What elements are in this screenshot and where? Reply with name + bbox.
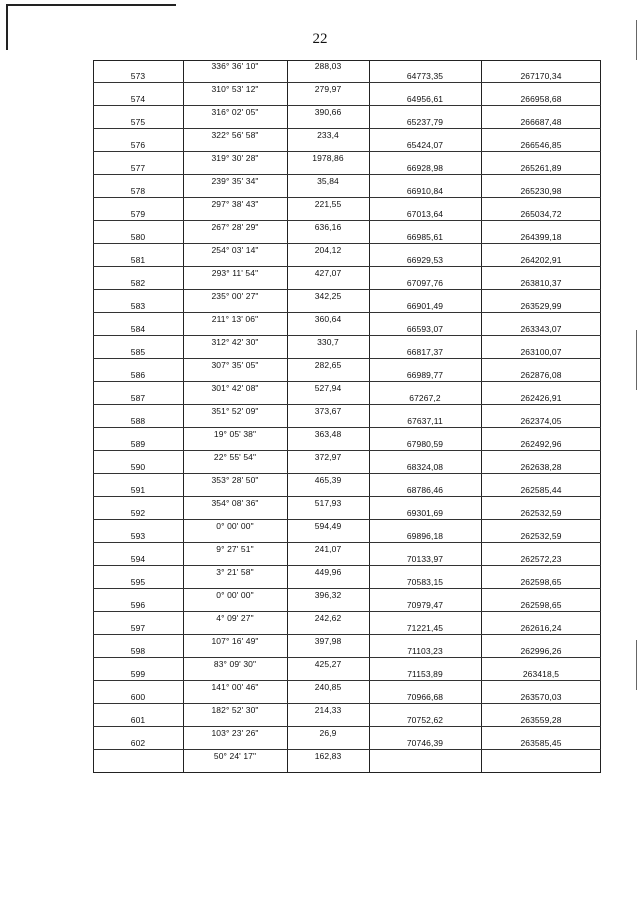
table-row [93,497,601,520]
distance-cell: 35,84 [317,176,339,186]
x-coordinate-cell: 66989,77 [406,370,444,380]
angle-cell: 351° 52' 09" [211,406,259,416]
distance-cell: 330,7 [317,337,339,347]
x-coordinate-cell: 65424,07 [406,140,444,150]
point-number-cell: 586 [130,370,146,380]
x-coordinate-cell: 67267,2 [409,393,441,403]
distance-cell: 396,32 [314,590,342,600]
distance-cell: 373,67 [314,406,342,416]
point-number-cell: 582 [130,278,146,288]
x-coordinate-cell: 66928,98 [406,163,444,173]
x-coordinate-cell: 64773,35 [406,71,444,81]
y-coordinate-cell: 265034,72 [520,209,562,219]
y-coordinate-cell: 263529,99 [520,301,562,311]
x-coordinate-cell: 70979,47 [406,600,444,610]
angle-cell: 22° 55' 54" [213,452,257,462]
angle-cell: 297° 38' 43" [211,199,259,209]
point-number-cell: 598 [130,646,146,656]
distance-cell: 425,27 [314,659,342,669]
x-coordinate-cell: 65237,79 [406,117,444,127]
point-number-cell: 601 [130,715,146,725]
angle-cell: 310° 53' 12" [211,84,259,94]
distance-cell: 594,49 [314,521,342,531]
distance-cell: 279,97 [314,84,342,94]
point-number-cell: 587 [130,393,146,403]
table-row [93,382,601,405]
distance-cell: 397,98 [314,636,342,646]
table-row [93,543,601,566]
table-row [93,336,601,359]
y-coordinate-cell: 265261,89 [520,163,562,173]
table-row [93,405,601,428]
point-number-cell: 590 [130,462,146,472]
table-row [93,727,601,750]
distance-cell: 1978,86 [312,153,344,163]
y-coordinate-cell: 262374,05 [520,416,562,426]
table-row [93,175,601,198]
angle-cell: 182° 52' 30" [211,705,259,715]
point-number-cell: 574 [130,94,146,104]
table-row [93,589,601,612]
distance-cell: 241,07 [314,544,342,554]
angle-cell: 312° 42' 30" [211,337,259,347]
x-coordinate-cell: 66817,37 [406,347,444,357]
y-coordinate-cell: 266687,48 [520,117,562,127]
page-number: 22 [312,31,328,47]
angle-cell: 4° 09' 27" [216,613,254,623]
y-coordinate-cell: 262598,65 [520,577,562,587]
x-coordinate-cell: 70752,62 [406,715,444,725]
y-coordinate-cell: 262638,28 [520,462,562,472]
y-coordinate-cell: 262492,96 [520,439,562,449]
distance-cell: 449,96 [314,567,342,577]
point-number-cell: 576 [130,140,146,150]
x-coordinate-cell: 71221,45 [406,623,444,633]
table-row [93,359,601,382]
distance-cell: 517,93 [314,498,342,508]
point-number-cell: 599 [130,669,146,679]
point-number-cell: 597 [130,623,146,633]
x-coordinate-cell: 64956,61 [406,94,444,104]
table-row [93,290,601,313]
distance-cell: 282,65 [314,360,342,370]
distance-cell: 363,48 [314,429,342,439]
y-coordinate-cell: 262572,23 [520,554,562,564]
point-number-cell: 583 [130,301,146,311]
table-row [93,244,601,267]
y-coordinate-cell: 265230,98 [520,186,562,196]
y-coordinate-cell: 263418,5 [522,669,560,679]
x-coordinate-cell: 66929,53 [406,255,444,265]
point-number-cell: 591 [130,485,146,495]
table-row [93,474,601,497]
distance-cell: 204,12 [314,245,342,255]
point-number-cell: 580 [130,232,146,242]
y-coordinate-cell: 263559,28 [520,715,562,725]
distance-cell: 288,03 [314,61,342,71]
table-row [93,313,601,336]
angle-cell: 353° 28' 50" [211,475,259,485]
y-coordinate-cell: 267170,34 [520,71,562,81]
angle-cell: 307° 35' 05" [211,360,259,370]
y-coordinate-cell: 262876,08 [520,370,562,380]
point-number-cell: 593 [130,531,146,541]
table-row [93,566,601,589]
x-coordinate-cell: 68324,08 [406,462,444,472]
angle-cell: 9° 27' 51" [216,544,254,554]
y-coordinate-cell: 266958,68 [520,94,562,104]
angle-cell: 267° 28' 29" [211,222,259,232]
coordinates-table [93,60,601,772]
point-number-cell: 573 [130,71,146,81]
table-row [93,83,601,106]
angle-cell: 316° 02' 05" [211,107,259,117]
y-coordinate-cell: 263570,03 [520,692,562,702]
angle-cell: 0° 00' 00" [216,521,254,531]
distance-cell: 240,85 [314,682,342,692]
point-number-cell: 589 [130,439,146,449]
scan-edge-mark [636,640,637,690]
x-coordinate-cell: 71153,89 [407,669,443,679]
angle-cell: 0° 00' 00" [216,590,254,600]
y-coordinate-cell: 264399,18 [520,232,562,242]
y-coordinate-cell: 262426,91 [520,393,562,403]
y-coordinate-cell: 262598,65 [520,600,562,610]
y-coordinate-cell: 263810,37 [520,278,562,288]
point-number-cell: 577 [130,163,146,173]
x-coordinate-cell: 66901,49 [406,301,444,311]
y-coordinate-cell: 262996,26 [520,646,562,656]
angle-cell: 354° 08' 36" [211,498,259,508]
y-coordinate-cell: 262585,44 [520,485,562,495]
distance-cell: 465,39 [314,475,342,485]
angle-cell: 107° 16' 49" [211,636,259,646]
table-row [93,198,601,221]
angle-cell: 336° 36' 10" [211,61,259,71]
angle-cell: 103° 23' 26" [211,728,259,738]
distance-cell: 427,07 [314,268,342,278]
point-number-cell: 585 [130,347,146,357]
table-row [93,60,601,83]
table-row [93,658,601,681]
distance-cell: 242,62 [314,613,342,623]
y-coordinate-cell: 263100,07 [520,347,562,357]
angle-cell: 254° 03' 14" [211,245,259,255]
distance-cell: 162,83 [314,751,342,761]
table-row [93,451,601,474]
angle-cell: 319° 30' 28" [211,153,259,163]
point-number-cell: 581 [130,255,146,265]
angle-cell: 19° 05' 38" [213,429,257,439]
table-row [93,612,601,635]
point-number-cell: 588 [130,416,146,426]
x-coordinate-cell: 70966,68 [406,692,444,702]
distance-cell: 360,64 [314,314,342,324]
x-coordinate-cell: 68786,46 [406,485,444,495]
x-coordinate-cell: 66910,84 [406,186,444,196]
angle-cell: 50° 24' 17" [213,751,257,761]
x-coordinate-cell: 69301,69 [406,508,444,518]
table-row [93,635,601,658]
point-number-cell: 602 [130,738,146,748]
angle-cell: 211° 13' 06" [211,314,259,324]
angle-cell: 141° 00' 46" [211,682,259,692]
x-coordinate-cell: 66985,61 [406,232,444,242]
distance-cell: 233,4 [317,130,339,140]
table-row [93,152,601,175]
y-coordinate-cell: 262532,59 [520,531,562,541]
y-coordinate-cell: 264202,91 [520,255,562,265]
point-number-cell: 592 [130,508,146,518]
distance-cell: 221,55 [314,199,342,209]
angle-cell: 322° 56' 58" [211,130,259,140]
angle-cell: 235° 00' 27" [211,291,259,301]
table-row [93,428,601,451]
x-coordinate-cell: 67013,64 [406,209,444,219]
point-number-cell: 578 [130,186,146,196]
x-coordinate-cell: 69896,18 [406,531,444,541]
x-coordinate-cell: 67097,76 [406,278,444,288]
x-coordinate-cell: 70133,97 [406,554,444,564]
scan-edge-mark [636,330,637,390]
y-coordinate-cell: 262532,59 [520,508,562,518]
table-row [93,267,601,290]
point-number-cell: 594 [130,554,146,564]
distance-cell: 342,25 [314,291,342,301]
table-row [93,221,601,244]
x-coordinate-cell: 70583,15 [406,577,444,587]
distance-cell: 26,9 [319,728,337,738]
x-coordinate-cell: 67637,11 [407,416,443,426]
angle-cell: 3° 21' 58" [216,567,254,577]
distance-cell: 214,33 [314,705,342,715]
table-row [93,106,601,129]
point-number-cell: 596 [130,600,146,610]
y-coordinate-cell: 263343,07 [520,324,562,334]
point-number-cell: 600 [130,692,146,702]
y-coordinate-cell: 266546,85 [520,140,562,150]
distance-cell: 372,97 [314,452,342,462]
angle-cell: 239° 35' 34" [211,176,259,186]
table-row [93,704,601,727]
angle-cell: 83° 09' 30" [213,659,257,669]
distance-cell: 390,66 [314,107,342,117]
page-corner-mark [6,4,176,6]
distance-cell: 636,16 [314,222,342,232]
table-row [93,750,601,772]
x-coordinate-cell: 70746,39 [406,738,444,748]
point-number-cell: 575 [130,117,146,127]
table-row [93,681,601,704]
distance-cell: 527,94 [314,383,342,393]
y-coordinate-cell: 262616,24 [520,623,562,633]
point-number-cell: 584 [130,324,146,334]
x-coordinate-cell: 71103,23 [407,646,443,656]
x-coordinate-cell: 67980,59 [406,439,444,449]
y-coordinate-cell: 263585,45 [520,738,562,748]
angle-cell: 301° 42' 08" [211,383,259,393]
table-row [93,520,601,543]
point-number-cell: 595 [130,577,146,587]
table-row [93,129,601,152]
angle-cell: 293° 11' 54" [211,268,259,278]
x-coordinate-cell: 66593,07 [406,324,444,334]
point-number-cell: 579 [130,209,146,219]
